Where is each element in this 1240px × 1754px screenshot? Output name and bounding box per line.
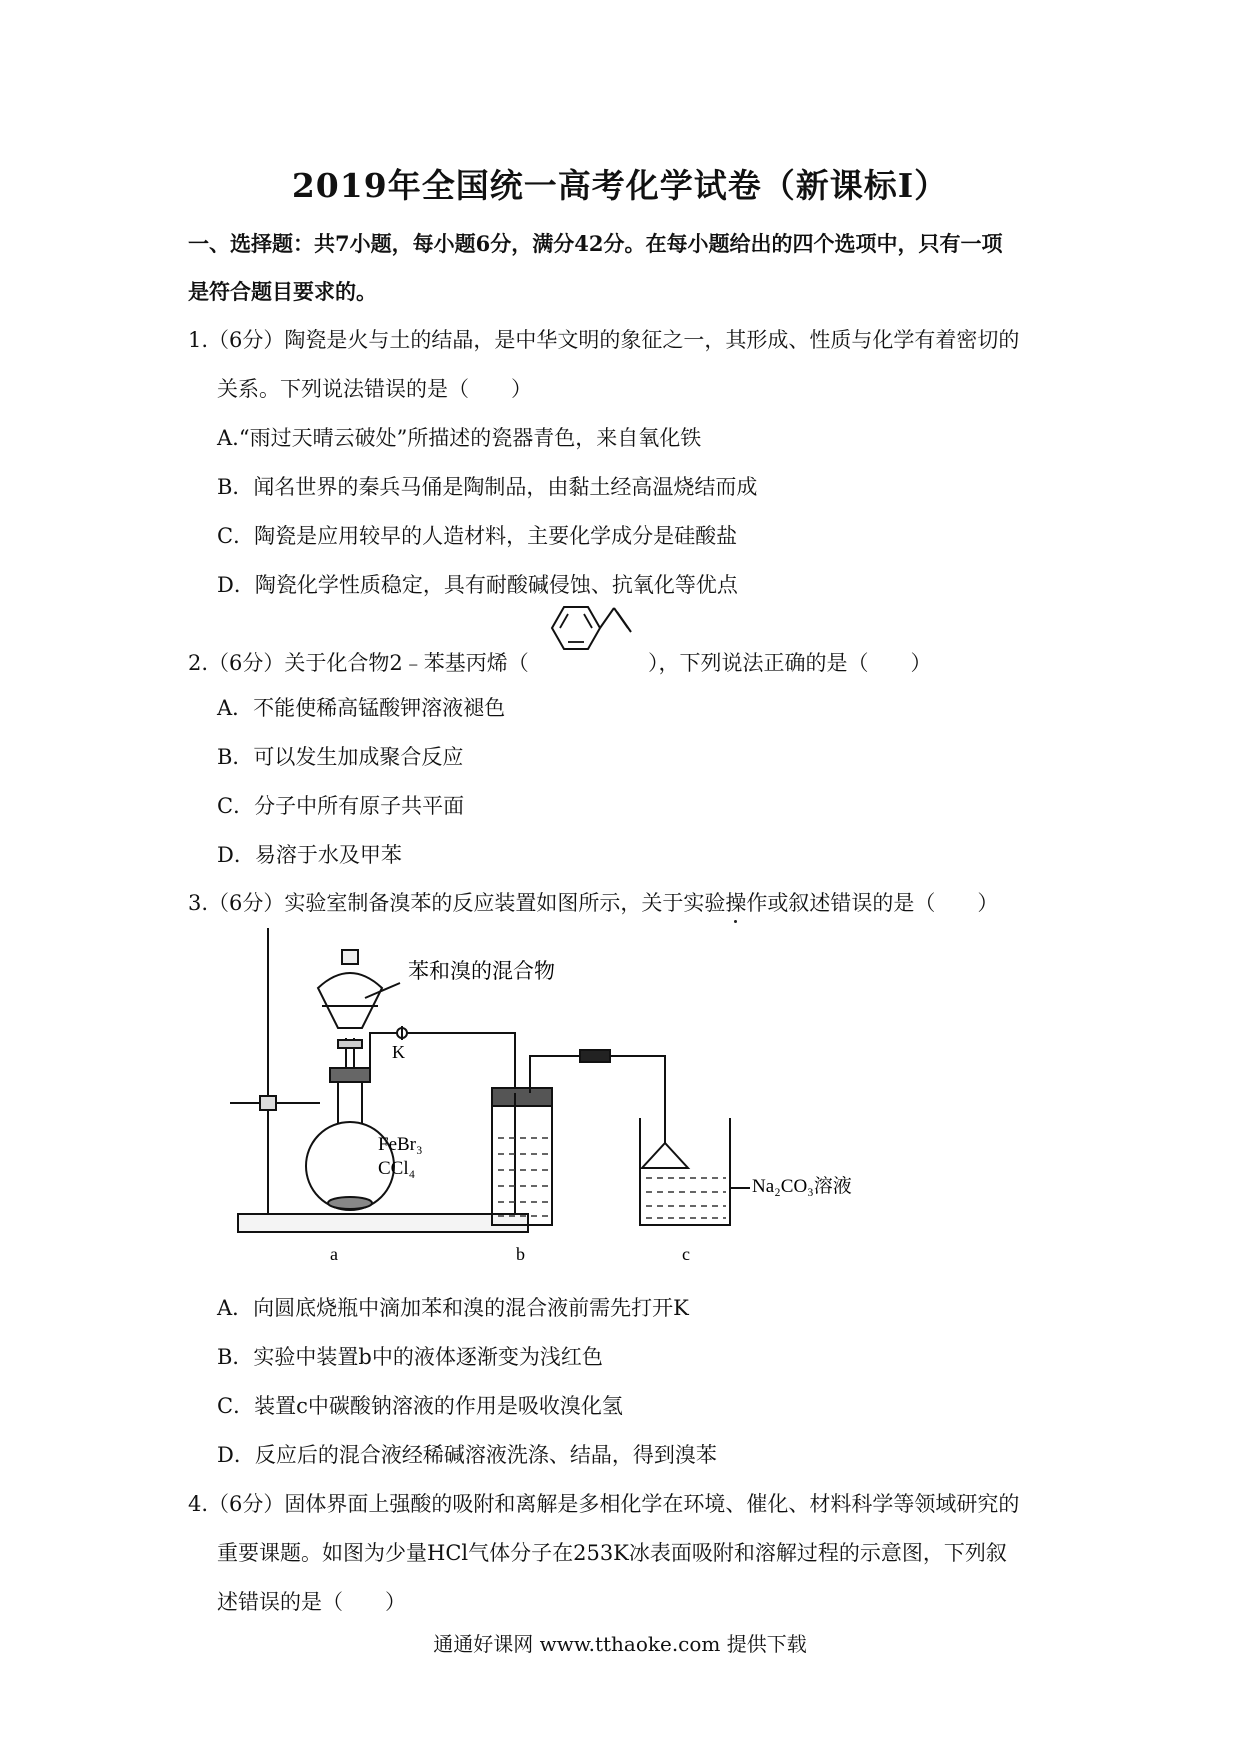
q2-option-c: C．分子中所有原子共平面 <box>217 794 465 818</box>
q4-stem-line-2: 重要课题。如图为少量HCl气体分子在253K冰表面吸附和溶解过程的示意图，下列叙 <box>217 1541 1007 1565</box>
label-a: a <box>330 1244 338 1264</box>
q3-option-b: B．实验中装置b中的液体逐渐变为浅红色 <box>217 1345 603 1369</box>
q2-option-d: D．易溶于水及甲苯 <box>217 843 402 867</box>
q2-stem-after: ），下列说法正确的是（ ） <box>648 651 932 675</box>
q1-option-c: C．陶瓷是应用较早的人造材料，主要化学成分是硅酸盐 <box>217 524 738 548</box>
section-heading-line-1: 一、选择题：共7小题，每小题6分，满分42分。在每小题给出的四个选项中，只有一项 <box>188 231 1003 256</box>
label-na2co3: Na₂CO₃溶液 <box>752 1176 852 1197</box>
q3-option-a: A．向圆底烧瓶中滴加苯和溴的混合液前需先打开K <box>217 1296 689 1320</box>
q2-option-a: A．不能使稀高锰酸钾溶液褪色 <box>217 696 506 720</box>
section-heading-line-2: 是符合题目要求的。 <box>188 279 377 304</box>
q3-option-d: D．反应后的混合液经稀碱溶液洗涤、结晶，得到溴苯 <box>217 1443 717 1467</box>
q1-stem-line-1: 1.（6分）陶瓷是火与土的结晶，是中华文明的象征之一，其形成、性质与化学有着密切的 <box>188 328 1020 352</box>
label-ccl4: CCl₄ <box>378 1158 416 1179</box>
label-b: b <box>516 1244 525 1264</box>
q1-option-b: B．闻名世界的秦兵马俑是陶制品，由黏土经高温烧结而成 <box>217 475 758 499</box>
q4-stem-line-3: 述错误的是（ ） <box>217 1590 406 1614</box>
q2-stem-before: 2.（6分）关于化合物2﹣苯基丙烯（ <box>188 651 529 675</box>
stray-dot <box>734 920 737 923</box>
q4-stem-line-1: 4.（6分）固体界面上强酸的吸附和离解是多相化学在环境、催化、材料科学等领域研究的 <box>188 1492 1020 1516</box>
q1-stem-line-2: 关系。下列说法错误的是（ ） <box>217 377 532 401</box>
footer-credit: 通通好课网 www.tthaoke.com 提供下载 <box>433 1632 807 1656</box>
q1-option-a: A.“雨过天晴云破处”所描述的瓷器青色，来自氧化铁 <box>217 426 702 450</box>
q2-option-b: B．可以发生加成聚合反应 <box>217 745 464 769</box>
q1-option-d: D．陶瓷化学性质稳定，具有耐酸碱侵蚀、抗氧化等优点 <box>217 573 738 597</box>
label-febr3: FeBr₃ <box>378 1134 423 1155</box>
label-c: c <box>682 1244 690 1264</box>
phenylpropene-structure <box>542 598 642 658</box>
bromobenzene-apparatus-figure <box>230 928 852 1268</box>
page-title: 2019年全国统一高考化学试卷（新课标Ⅰ） <box>291 166 949 205</box>
q3-stem: 3.（6分）实验室制备溴苯的反应装置如图所示，关于实验操作或叙述错误的是（ ） <box>188 891 999 915</box>
label-k: K <box>392 1042 405 1062</box>
q3-option-c: C．装置c中碳酸钠溶液的作用是吸收溴化氢 <box>217 1394 623 1418</box>
label-mixture: 苯和溴的混合物 <box>408 960 555 983</box>
